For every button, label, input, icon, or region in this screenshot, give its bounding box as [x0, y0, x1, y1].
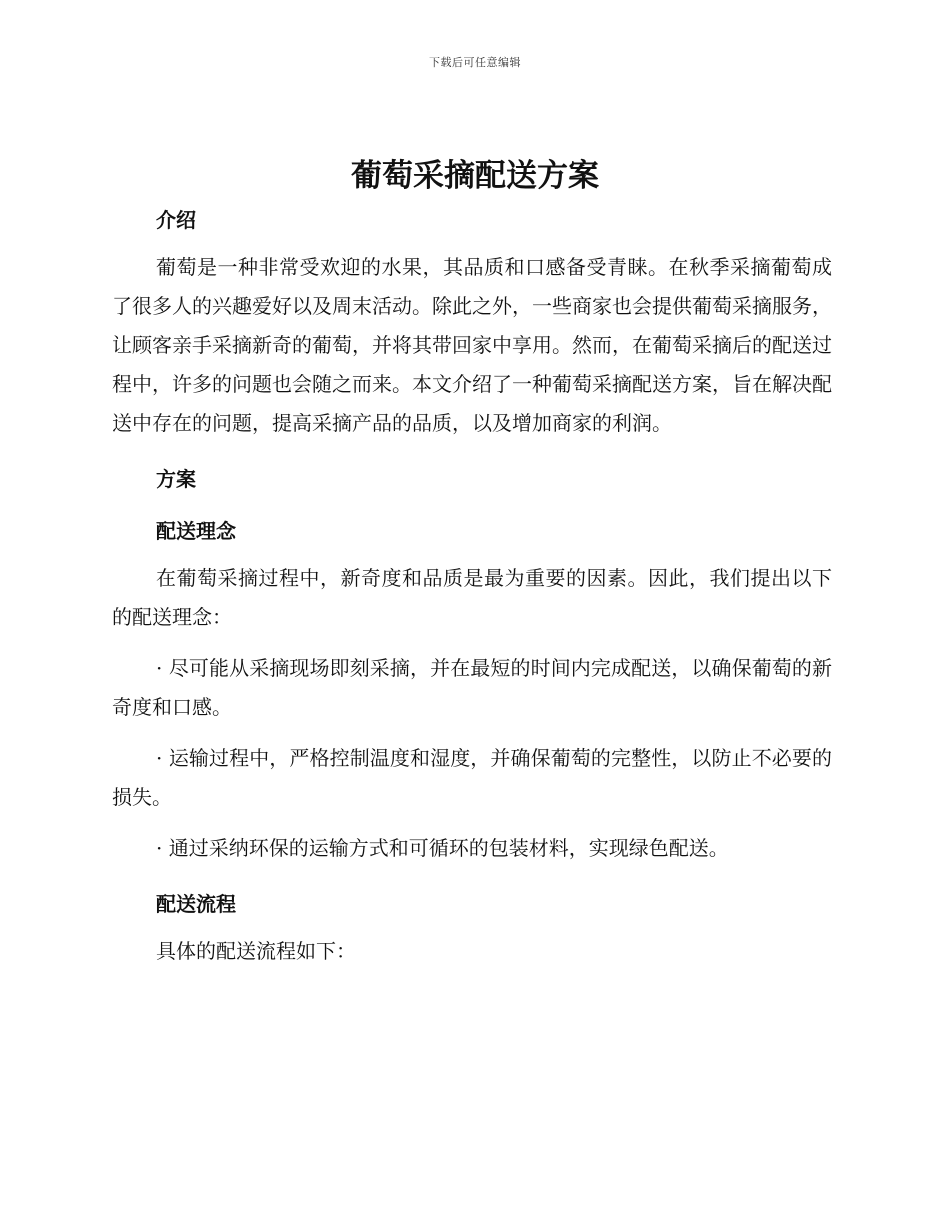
concept-point-1: · 尽可能从采摘现场即刻采摘，并在最短的时间内完成配送，以确保葡萄的新奇度和口感。 [112, 656, 832, 719]
concept-point-2: · 运输过程中，严格控制温度和湿度，并确保葡萄的完整性，以防止不必要的损失。 [112, 746, 832, 809]
document-title: 葡萄采摘配送方案 [351, 158, 599, 194]
section-heading-process: 配送流程 [156, 892, 236, 916]
process-paragraph: 具体的配送流程如下： [156, 939, 356, 963]
page-header-note: 下载后可任意编辑 [429, 56, 521, 69]
intro-paragraph: 葡萄是一种非常受欢迎的水果，其品质和口感备受青睐。在秋季采摘葡萄成了很多人的兴趣爱好以及周末活动。除此之外，一些商家也会提供葡萄采摘服务，让顾客亲手采摘新奇的葡萄，并将其带回家中享用。然而，在葡萄采摘后的配送过程中，许多的问题也会随之而来。本文介绍了一种葡萄采摘配送方案，旨在解决配送中存在的问题，提高采摘产品的品质，以及增加商家的利润。 [112, 255, 832, 435]
section-heading-plan: 方案 [156, 467, 196, 491]
concept-point-3: · 通过采纳环保的运输方式和可循环的包装材料，实现绿色配送。 [156, 836, 729, 860]
document-body [112, 196, 832, 971]
section-heading-intro: 介绍 [156, 208, 196, 232]
concept-paragraph: 在葡萄采摘过程中，新奇度和品质是最为重要的因素。因此，我们提出以下的配送理念： [112, 566, 832, 629]
section-heading-concept: 配送理念 [156, 519, 236, 543]
